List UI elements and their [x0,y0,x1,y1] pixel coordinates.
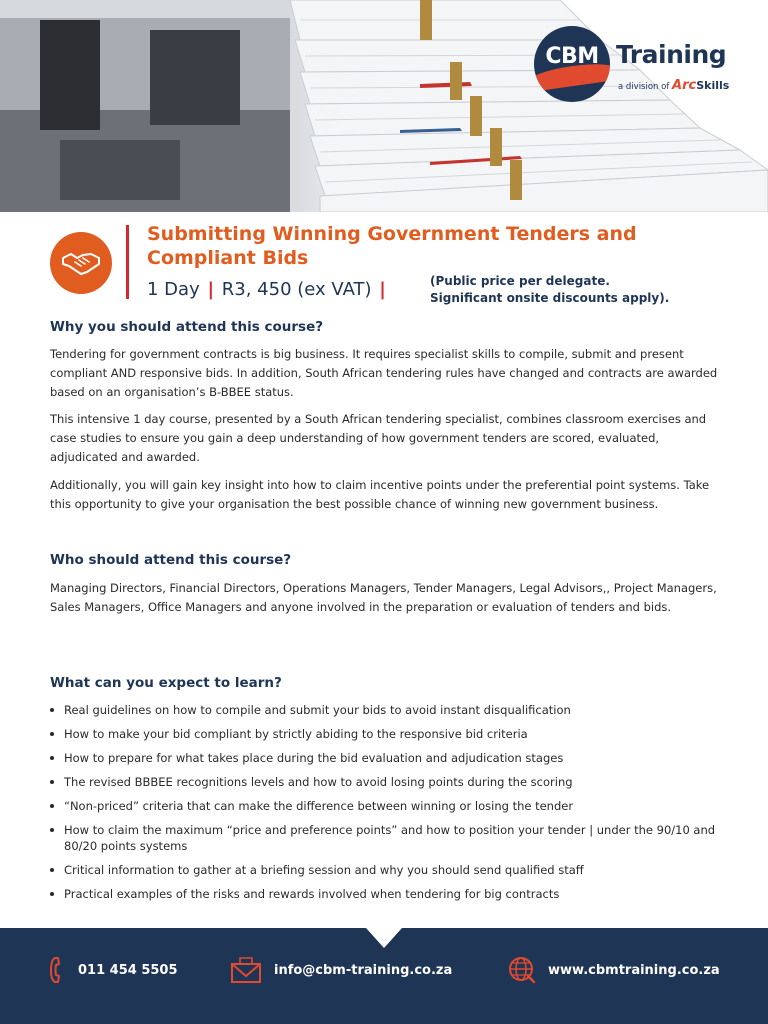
skills-text: Skills [696,79,730,92]
logo-badge [534,26,610,102]
list-item: How to claim the maximum “price and preference points” and how to position your tender | under the 90/10 and 80/20 points systems [50,822,720,854]
hero-banner [0,0,768,212]
envelope-icon [230,956,262,984]
logo-division-text [618,78,729,93]
course-title: Submitting Winning Government Tenders and Compliant Bids [147,223,637,269]
why-paragraph: Additionally, you will gain key insight into how to claim incentive points under the preferential point systems. Take this opportunity to give your organisation the best possible chance of winning new government business. [50,478,710,511]
course-price-line [147,279,388,300]
phone-icon [50,956,66,984]
why-paragraph: This intensive 1 day course, presented by a South African tendering specialist, combines classroom exercises and case studies to ensure you gain a deep understanding of how government tenders are scored, evaluated, adjudicated and awarded. [50,412,707,464]
email-contact[interactable] [230,956,452,984]
price-note-line: (Public price per delegate. [430,274,610,288]
who-heading: Who should attend this course? [50,552,292,568]
list-item: Critical information to gather at a briefing session and why you should send qualified staff [50,862,720,878]
price-note-line: Significant onsite discounts apply). [430,291,670,305]
price-note [430,273,669,307]
who-paragraph: Managing Directors, Financial Directors, Operations Managers, Tender Managers, Legal Advisors,, Project Managers, Sales Managers, Office Managers and anyone involved in the preparation or evaluation of tenders and bids. [50,581,717,614]
why-heading: Why you should attend this course? [50,319,324,335]
separator: | [207,279,215,300]
list-item: How to prepare for what takes place during the bid evaluation and adjudication stages [50,750,720,766]
list-item: How to make your bid compliant by strictly abiding to the responsive bid criteria [50,726,720,742]
website-url: www.cbmtraining.co.za [548,962,720,978]
course-duration: 1 Day [147,279,200,300]
cbm-training-logo [534,26,744,106]
website-contact[interactable] [508,956,720,984]
learn-heading: What can you expect to learn? [50,675,282,691]
title-divider [126,225,129,299]
logo-training-text: Training [616,40,727,69]
division-prefix: a division of [618,82,670,92]
list-item: Real guidelines on how to compile and submit your bids to avoid instant disqualification [50,702,720,718]
phone-number: 011 454 5505 [78,962,178,978]
list-item: “Non-priced” criteria that can make the difference between winning or losing the tender [50,798,720,814]
separator: | [379,279,386,300]
learn-list [50,702,720,910]
why-paragraph: Tendering for government contracts is big business. It requires specialist skills to compile, submit and present compliant AND responsive bids. In addition, South African tendering rules have changed and contracts are awarded based on an organisation’s B-BBEE status. [50,347,718,399]
list-item: Practical examples of the risks and rewards involved when tendering for big contracts [50,886,720,902]
footer-notch [366,928,402,948]
course-price: R3, 450 (ex VAT) [221,279,372,300]
logo-cbm-text: CBM [545,44,599,69]
list-item: The revised BBBEE recognitions levels and how to avoid losing points during the scoring [50,774,720,790]
email-address: info@cbm-training.co.za [274,962,453,978]
handshake-icon [50,232,112,294]
globe-icon [508,956,536,984]
phone-contact[interactable] [50,956,178,984]
arc-text: Arc [672,78,697,93]
